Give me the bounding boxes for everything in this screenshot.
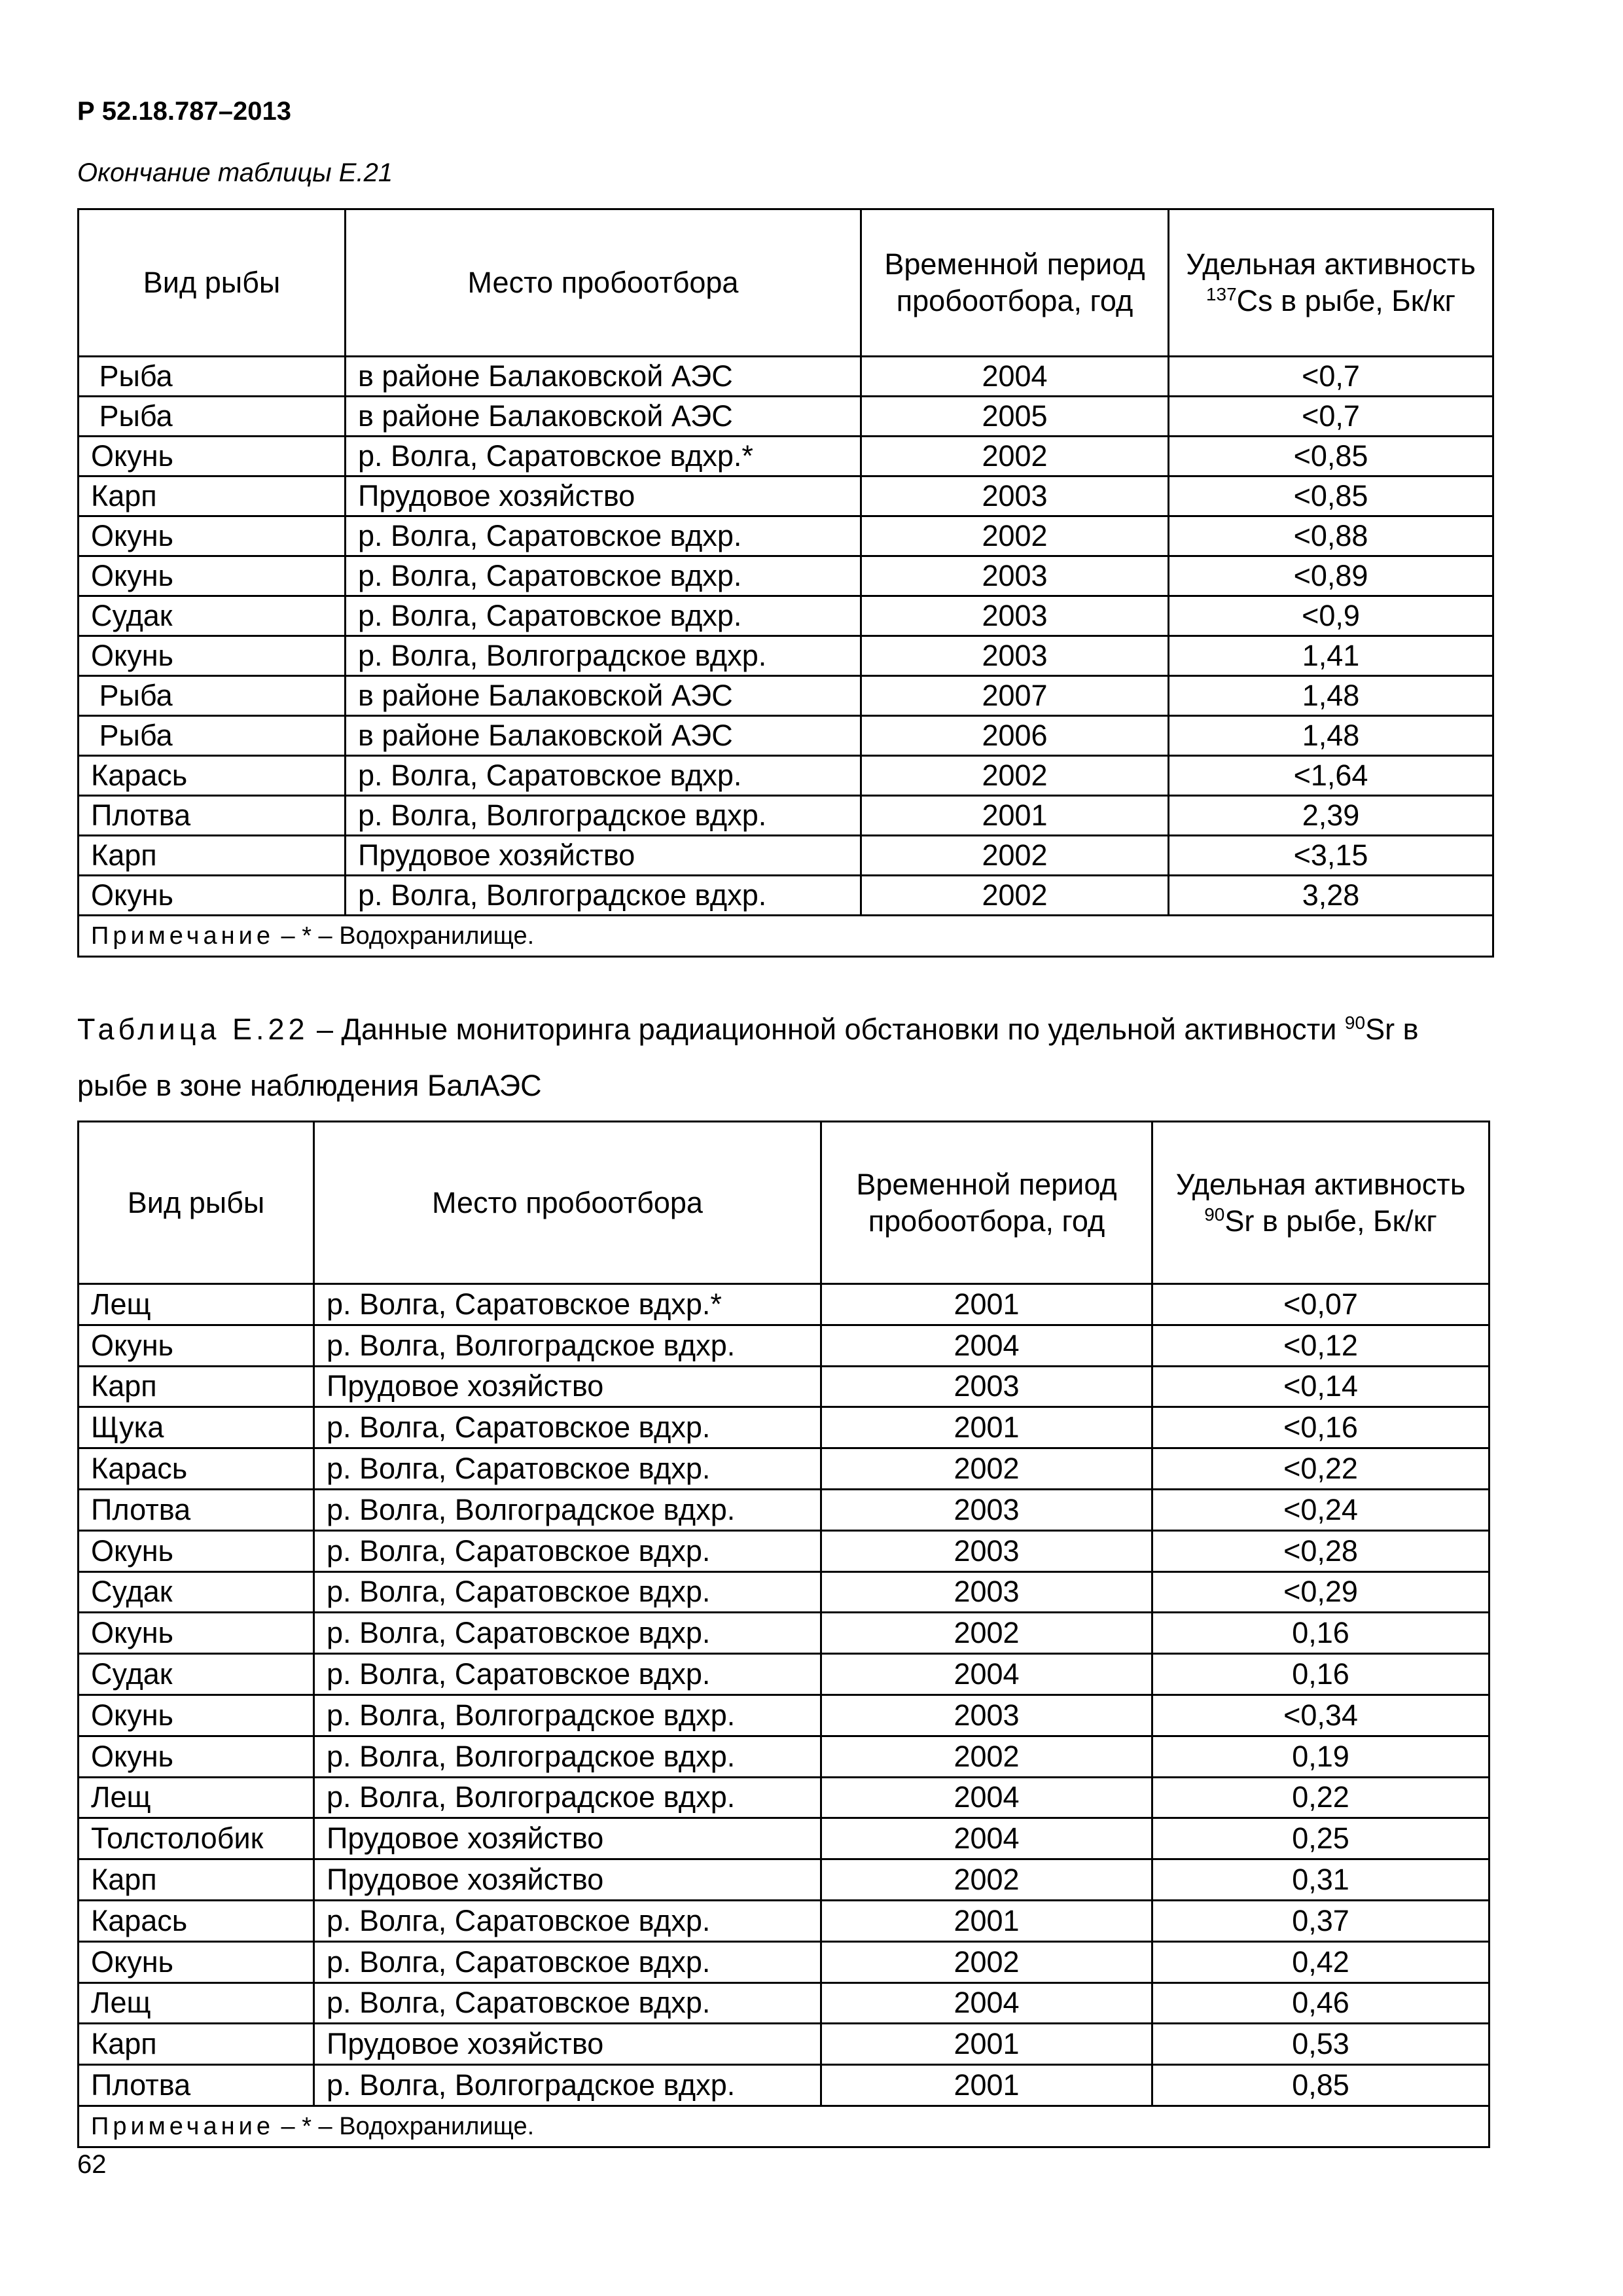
- activity-value-cell: 0,42: [1152, 1941, 1489, 1982]
- sampling-place-cell: р. Волга, Волгоградское вдхр.: [314, 1489, 821, 1530]
- fish-type-cell: Рыба: [79, 676, 346, 716]
- activity-value-cell: 0,25: [1152, 1818, 1489, 1859]
- note-label: Примечание: [91, 2112, 274, 2140]
- year-cell: 2007: [861, 676, 1169, 716]
- table-row: [79, 756, 1493, 796]
- year-cell: 2001: [821, 2065, 1152, 2106]
- sampling-place-cell: р. Волга, Волгоградское вдхр.: [346, 876, 861, 916]
- table-e21-body: [79, 357, 1493, 916]
- note-label: Примечание: [91, 922, 274, 950]
- table-row: [79, 1859, 1489, 1901]
- table-row: [79, 1695, 1489, 1736]
- activity-value-cell: 0,37: [1152, 1900, 1489, 1941]
- activity-value-cell: 0,22: [1152, 1777, 1489, 1818]
- year-cell: 2003: [821, 1366, 1152, 1407]
- sampling-place-cell: Прудовое хозяйство: [314, 1818, 821, 1859]
- activity-value-cell: <0,7: [1169, 397, 1493, 437]
- table-e22: [77, 1121, 1490, 2148]
- fish-type-cell: Карась: [79, 1900, 314, 1941]
- fish-type-cell: Карп: [79, 1859, 314, 1901]
- table-row: [79, 1407, 1489, 1448]
- fish-type-cell: Лещ: [79, 1777, 314, 1818]
- header-sampling-place: Место пробоотбора: [314, 1122, 821, 1284]
- table-e22-label: Таблица Е.22: [77, 1013, 309, 1046]
- sampling-place-cell: р. Волга, Саратовское вдхр.*: [314, 1284, 821, 1325]
- year-cell: 2003: [821, 1489, 1152, 1530]
- isotope-symbol: Sr: [1224, 1204, 1255, 1238]
- table-row: [79, 636, 1493, 676]
- activity-value-cell: <0,14: [1152, 1366, 1489, 1407]
- table-row: [79, 1530, 1489, 1571]
- sampling-place-cell: Прудовое хозяйство: [314, 2024, 821, 2065]
- year-cell: 2002: [821, 1736, 1152, 1777]
- year-cell: 2003: [821, 1530, 1152, 1571]
- year-cell: 2005: [861, 397, 1169, 437]
- fish-type-cell: Окунь: [79, 1613, 314, 1654]
- sampling-place-cell: р. Волга, Саратовское вдхр.: [314, 1654, 821, 1695]
- activity-value-cell: 1,41: [1169, 636, 1493, 676]
- header-sampling-place: Место пробоотбора: [346, 209, 861, 357]
- year-cell: 2003: [861, 636, 1169, 676]
- header-activity-prefix: Удельная активность: [1175, 1167, 1466, 1201]
- table-header-row: [79, 1122, 1489, 1284]
- table-row: [79, 676, 1493, 716]
- fish-type-cell: Карп: [79, 1366, 314, 1407]
- activity-value-cell: <0,28: [1152, 1530, 1489, 1571]
- header-activity-prefix: Удельная активность: [1186, 247, 1476, 281]
- table-row: [79, 836, 1493, 876]
- year-cell: 2004: [861, 357, 1169, 397]
- sampling-place-cell: р. Волга, Волгоградское вдхр.: [314, 1736, 821, 1777]
- table-continuation-caption: Окончание таблицы Е.21: [77, 158, 393, 187]
- activity-value-cell: <0,89: [1169, 556, 1493, 596]
- year-cell: 2004: [821, 1654, 1152, 1695]
- sampling-place-cell: р. Волга, Волгоградское вдхр.: [314, 1695, 821, 1736]
- activity-value-cell: <0,34: [1152, 1695, 1489, 1736]
- table-row: [79, 2024, 1489, 2065]
- sampling-place-cell: р. Волга, Саратовское вдхр.*: [346, 437, 861, 476]
- activity-value-cell: 0,85: [1152, 2065, 1489, 2106]
- table-row: [79, 1571, 1489, 1613]
- table-row: [79, 1489, 1489, 1530]
- table-row: [79, 397, 1493, 437]
- fish-type-cell: Лещ: [79, 1982, 314, 2024]
- table-header-row: [79, 209, 1493, 357]
- table-e22-title: [77, 1001, 1491, 1114]
- sampling-place-cell: в районе Балаковской АЭС: [346, 357, 861, 397]
- isotope-symbol: Cs: [1236, 284, 1273, 317]
- sampling-place-cell: Прудовое хозяйство: [314, 1859, 821, 1901]
- activity-value-cell: 0,16: [1152, 1613, 1489, 1654]
- activity-value-cell: <0,07: [1152, 1284, 1489, 1325]
- fish-type-cell: Судак: [79, 1571, 314, 1613]
- year-cell: 2002: [821, 1613, 1152, 1654]
- activity-value-cell: <0,12: [1152, 1325, 1489, 1366]
- year-cell: 2003: [861, 596, 1169, 636]
- year-cell: 2003: [821, 1571, 1152, 1613]
- fish-type-cell: Окунь: [79, 1695, 314, 1736]
- table-row: [79, 1777, 1489, 1818]
- table-row: [79, 796, 1493, 836]
- fish-type-cell: Окунь: [79, 876, 346, 916]
- year-cell: 2003: [861, 556, 1169, 596]
- note-text: – * – Водохранилище.: [274, 2112, 535, 2140]
- activity-value-cell: <0,85: [1169, 437, 1493, 476]
- sampling-place-cell: р. Волга, Саратовское вдхр.: [314, 1530, 821, 1571]
- table-row: [79, 716, 1493, 756]
- year-cell: 2001: [861, 796, 1169, 836]
- document-code: Р 52.18.787–2013: [77, 97, 291, 126]
- fish-type-cell: Окунь: [79, 1325, 314, 1366]
- activity-value-cell: 0,31: [1152, 1859, 1489, 1901]
- fish-type-cell: Судак: [79, 596, 346, 636]
- fish-type-cell: Окунь: [79, 1941, 314, 1982]
- year-cell: 2001: [821, 1284, 1152, 1325]
- isotope-mass-number: 137: [1205, 284, 1237, 304]
- fish-type-cell: Карась: [79, 756, 346, 796]
- year-cell: 2002: [861, 756, 1169, 796]
- year-cell: 2004: [821, 1818, 1152, 1859]
- sampling-place-cell: в районе Балаковской АЭС: [346, 397, 861, 437]
- sampling-place-cell: р. Волга, Волгоградское вдхр.: [314, 1777, 821, 1818]
- activity-value-cell: <0,9: [1169, 596, 1493, 636]
- table-e22-title-text: – Данные мониторинга радиационной обстановки по удельной активности: [308, 1013, 1345, 1046]
- header-fish-type: Вид рыбы: [79, 209, 346, 357]
- sampling-place-cell: р. Волга, Саратовское вдхр.: [314, 1941, 821, 1982]
- table-row: [79, 1900, 1489, 1941]
- year-cell: 2002: [861, 516, 1169, 556]
- page-number: 62: [77, 2150, 107, 2179]
- activity-value-cell: 0,46: [1152, 1982, 1489, 2024]
- year-cell: 2001: [821, 2024, 1152, 2065]
- table-row: [79, 476, 1493, 516]
- year-cell: 2004: [821, 1982, 1152, 2024]
- year-cell: 2001: [821, 1407, 1152, 1448]
- activity-value-cell: <0,85: [1169, 476, 1493, 516]
- activity-value-cell: 0,16: [1152, 1654, 1489, 1695]
- sampling-place-cell: р. Волга, Волгоградское вдхр.: [346, 796, 861, 836]
- table-note: [79, 916, 1493, 957]
- fish-type-cell: Окунь: [79, 516, 346, 556]
- fish-type-cell: Рыба: [79, 357, 346, 397]
- sampling-place-cell: р. Волга, Саратовское вдхр.: [314, 1900, 821, 1941]
- header-specific-activity: [1152, 1122, 1489, 1284]
- table-row: [79, 357, 1493, 397]
- activity-value-cell: <0,16: [1152, 1407, 1489, 1448]
- activity-value-cell: <0,88: [1169, 516, 1493, 556]
- activity-value-cell: 3,28: [1169, 876, 1493, 916]
- table-note-row: [79, 2106, 1489, 2147]
- fish-type-cell: Окунь: [79, 1736, 314, 1777]
- sampling-place-cell: р. Волга, Саратовское вдхр.: [346, 756, 861, 796]
- table-row: [79, 437, 1493, 476]
- table-note-row: [79, 916, 1493, 957]
- activity-value-cell: <1,64: [1169, 756, 1493, 796]
- sampling-place-cell: р. Волга, Саратовское вдхр.: [314, 1571, 821, 1613]
- isotope-mass-number: 90: [1204, 1204, 1225, 1225]
- header-sampling-period: Временной период пробоотбора, год: [821, 1122, 1152, 1284]
- isotope-mass-number: 90: [1344, 1013, 1366, 1033]
- sampling-place-cell: р. Волга, Саратовское вдхр.: [314, 1407, 821, 1448]
- year-cell: 2003: [821, 1695, 1152, 1736]
- table-row: [79, 1325, 1489, 1366]
- fish-type-cell: Карась: [79, 1448, 314, 1490]
- year-cell: 2002: [821, 1859, 1152, 1901]
- table-row: [79, 516, 1493, 556]
- table-row: [79, 1736, 1489, 1777]
- activity-value-cell: <3,15: [1169, 836, 1493, 876]
- year-cell: 2001: [821, 1900, 1152, 1941]
- fish-type-cell: Окунь: [79, 636, 346, 676]
- fish-type-cell: Карп: [79, 836, 346, 876]
- fish-type-cell: Судак: [79, 1654, 314, 1695]
- header-activity-suffix: в рыбе, Бк/кг: [1281, 284, 1456, 317]
- sampling-place-cell: р. Волга, Волгоградское вдхр.: [314, 1325, 821, 1366]
- year-cell: 2003: [861, 476, 1169, 516]
- sampling-place-cell: р. Волга, Саратовское вдхр.: [346, 516, 861, 556]
- year-cell: 2006: [861, 716, 1169, 756]
- sampling-place-cell: р. Волга, Саратовское вдхр.: [314, 1613, 821, 1654]
- table-row: [79, 1613, 1489, 1654]
- sampling-place-cell: Прудовое хозяйство: [314, 1366, 821, 1407]
- fish-type-cell: Толстолобик: [79, 1818, 314, 1859]
- fish-type-cell: Карп: [79, 476, 346, 516]
- activity-value-cell: 0,19: [1152, 1736, 1489, 1777]
- sampling-place-cell: р. Волга, Волгоградское вдхр.: [314, 2065, 821, 2106]
- activity-value-cell: 0,53: [1152, 2024, 1489, 2065]
- fish-type-cell: Плотва: [79, 796, 346, 836]
- table-note: [79, 2106, 1489, 2147]
- fish-type-cell: Окунь: [79, 437, 346, 476]
- activity-value-cell: 2,39: [1169, 796, 1493, 836]
- activity-value-cell: <0,29: [1152, 1571, 1489, 1613]
- fish-type-cell: Щука: [79, 1407, 314, 1448]
- sampling-place-cell: в районе Балаковской АЭС: [346, 676, 861, 716]
- sampling-place-cell: р. Волга, Саратовское вдхр.: [346, 596, 861, 636]
- year-cell: 2002: [861, 836, 1169, 876]
- sampling-place-cell: р. Волга, Волгоградское вдхр.: [346, 636, 861, 676]
- table-e22-title-tail: в рыбе в зоне наблюдения БалАЭС: [77, 1013, 1419, 1102]
- table-e22-body: [79, 1284, 1489, 2106]
- table-row: [79, 1982, 1489, 2024]
- year-cell: 2002: [821, 1941, 1152, 1982]
- fish-type-cell: Рыба: [79, 397, 346, 437]
- fish-type-cell: Плотва: [79, 2065, 314, 2106]
- fish-type-cell: Окунь: [79, 556, 346, 596]
- activity-value-cell: <0,24: [1152, 1489, 1489, 1530]
- table-row: [79, 2065, 1489, 2106]
- table-row: [79, 876, 1493, 916]
- header-activity-suffix: в рыбе, Бк/кг: [1262, 1204, 1437, 1238]
- header-fish-type: Вид рыбы: [79, 1122, 314, 1284]
- fish-type-cell: Окунь: [79, 1530, 314, 1571]
- fish-type-cell: Рыба: [79, 716, 346, 756]
- sampling-place-cell: в районе Балаковской АЭС: [346, 716, 861, 756]
- table-row: [79, 556, 1493, 596]
- sampling-place-cell: р. Волга, Саратовское вдхр.: [314, 1982, 821, 2024]
- activity-value-cell: 1,48: [1169, 676, 1493, 716]
- table-row: [79, 1366, 1489, 1407]
- activity-value-cell: <0,7: [1169, 357, 1493, 397]
- table-row: [79, 1284, 1489, 1325]
- year-cell: 2002: [861, 437, 1169, 476]
- table-row: [79, 1448, 1489, 1490]
- activity-value-cell: <0,22: [1152, 1448, 1489, 1490]
- isotope-symbol: Sr: [1365, 1013, 1395, 1046]
- year-cell: 2004: [821, 1777, 1152, 1818]
- sampling-place-cell: р. Волга, Саратовское вдхр.: [346, 556, 861, 596]
- table-row: [79, 596, 1493, 636]
- year-cell: 2004: [821, 1325, 1152, 1366]
- header-sampling-period: Временной период пробоотбора, год: [861, 209, 1169, 357]
- sampling-place-cell: Прудовое хозяйство: [346, 476, 861, 516]
- table-row: [79, 1654, 1489, 1695]
- fish-type-cell: Лещ: [79, 1284, 314, 1325]
- sampling-place-cell: Прудовое хозяйство: [346, 836, 861, 876]
- sampling-place-cell: р. Волга, Саратовское вдхр.: [314, 1448, 821, 1490]
- table-row: [79, 1941, 1489, 1982]
- note-text: – * – Водохранилище.: [274, 922, 535, 950]
- table-row: [79, 1818, 1489, 1859]
- year-cell: 2002: [861, 876, 1169, 916]
- fish-type-cell: Плотва: [79, 1489, 314, 1530]
- header-specific-activity: [1169, 209, 1493, 357]
- activity-value-cell: 1,48: [1169, 716, 1493, 756]
- year-cell: 2002: [821, 1448, 1152, 1490]
- fish-type-cell: Карп: [79, 2024, 314, 2065]
- table-e21: [77, 208, 1494, 958]
